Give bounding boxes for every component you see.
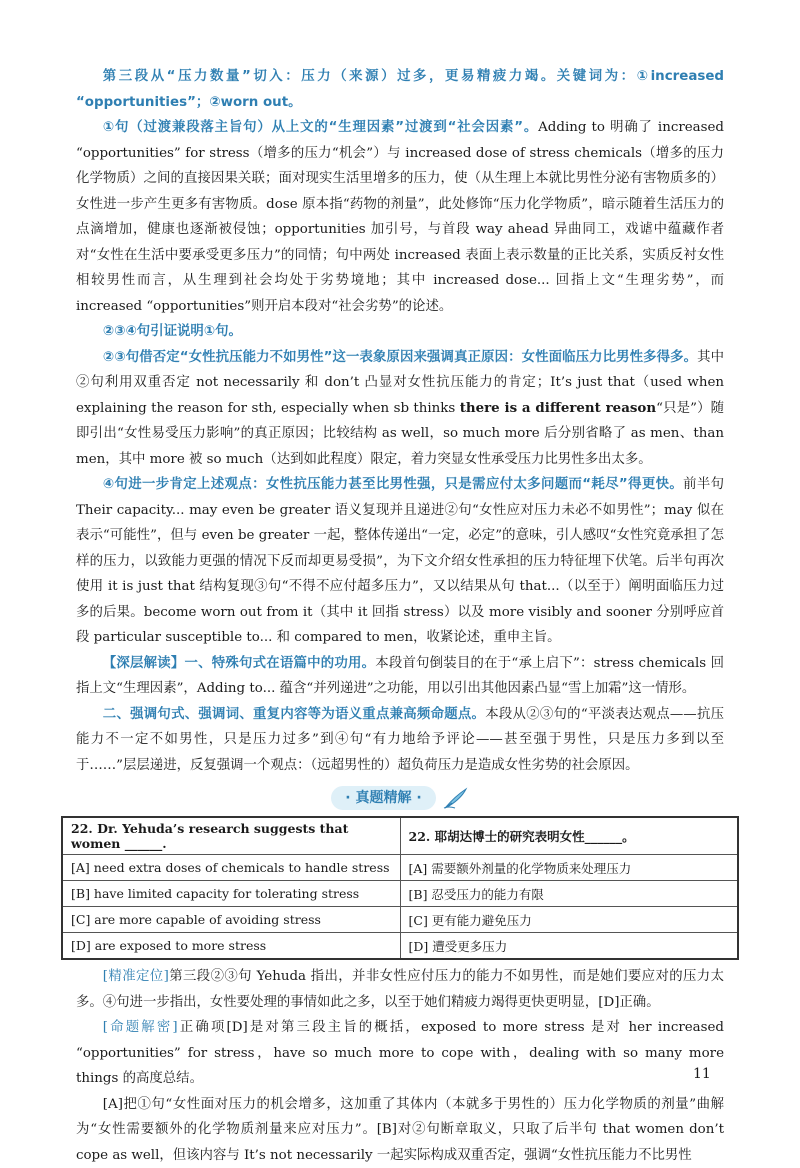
analysis-sentence-2-4: ②③④句引证说明①句。 <box>76 319 724 345</box>
table-row <box>62 881 738 907</box>
option-c-zh: [C] 更有能力避免压力 <box>400 907 738 933</box>
option-a-en: [A] need extra doses of chemicals to handle stress <box>62 855 400 881</box>
section-intro: 第三段从“压力数量”切入：压力（来源）过多，更易精疲力竭。关键词为：①increased “opportunities”；②worn out。 <box>76 64 724 115</box>
banner-label: · 真题精解 · <box>331 786 435 810</box>
quill-pen-icon <box>443 787 469 809</box>
question-table <box>61 816 739 960</box>
table-row <box>62 855 738 881</box>
question-stem-en: 22. Dr. Yehuda’s research suggests that women ______. <box>62 817 400 855</box>
analysis-sentence-2-3: ②③句借否定“女性抗压能力不如男性”这一表象原因来强调真正原因：女性面临压力比男性多得多。其中②句利用双重否定 not necessarily 和 don’t 凸显对女性抗压能力的肯定；It’s just that（used when explaining the reason for sth, especially when sb thinks there is a different reason“只是”）随即引出“女性易受压力影响”的真正原因；比较结构 as well，so much more 后分别省略了 as men、than men，其中 more 被 so much（达到如此程度）限定，着力突显女性承受压力比男性多出太多。 <box>76 345 724 473</box>
option-d-en: [D] are exposed to more stress <box>62 933 400 960</box>
analysis-sentence-4: ④句进一步肯定上述观点：女性抗压能力甚至比男性强，只是需应付太多问题而“耗尽”得更快。前半句 Their capacity... may even be greater 语义复现并且递进②句“女性应对压力未必不如男性”；may 似在表示“可能性”，但与 even be greater 一起，整体传递出“一定，必定”的意味，引人感叹“女性究竟承担了怎样的压力，以致能力更强的情况下反而却更易受损”，为下文介绍女性承担的压力特征埋下伏笔。后半句再次使用 it is just that 结构复现③句“不得不应付超多压力”，又以结果从句 that...（以至于）阐明面临压力过多的后果。become worn out from it（其中 it 回指 stress）以及 more visibly and sooner 分别呼应首段 particular susceptible to... 和 compared to men，收紧论述，重申主旨。 <box>76 472 724 651</box>
question-decode: [命题解密]正确项[D]是对第三段主旨的概括，exposed to more stress 是对 her increased “opportunities” for stress，have so much more to cope with，dealing with so many more things 的高度总结。 <box>76 1015 724 1092</box>
table-row <box>62 907 738 933</box>
option-a-zh: [A] 需要额外剂量的化学物质来处理压力 <box>400 855 738 881</box>
table-row <box>62 817 738 855</box>
analysis-sentence-1: ①句（过渡兼段落主旨句）从上文的“生理因素”过渡到“社会因素”。Adding to 明确了 increased “opportunities” for stress（增多的压力“机会”）与 increased dose of stress chemicals（增多的压力化学物质）之间的直接因果关联；面对现实生活里增多的压力，使（从生理上本就比男性分泌有害物质多的）女性进一步产生更多有害物质。dose 原本指“药物的剂量”，此处修饰“压力化学物质”，暗示随着生活压力的点滴增加，健康也逐渐被侵蚀；opportunities 加引号，与首段 way ahead 异曲同工，戏谑中蕴藏作者对“女性在生活中要承受更多压力”的同情；句中两处 increased 表面上表示数量的正比关系，实质反衬女性相较男性而言，从生理到社会均处于劣势境地；其中 increased dose... 回指上文“生理劣势”，而 increased “opportunities”则开启本段对“社会劣势”的论述。 <box>76 115 724 319</box>
page-body <box>76 64 724 1168</box>
table-row <box>62 933 738 960</box>
option-c-en: [C] are more capable of avoiding stress <box>62 907 400 933</box>
deep-reading-2: 二、强调句式、强调词、重复内容等为语义重点兼高频命题点。本段从②③句的“平淡表达观点——抗压能力不一定不如男性，只是压力过多”到④句“有力地给予评论——甚至强于男性，只是压力多到以至于……”层层递进，反复强调一个观点：（远超男性的）超负荷压力是造成女性劣势的社会原因。 <box>76 702 724 779</box>
precise-location: [精准定位]第三段②③句 Yehuda 指出，并非女性应付压力的能力不如男性，而是她们要应对的压力太多。④句进一步指出，女性要处理的事情如此之多，以至于她们精疲力竭得更快更明显，[D]正确。 <box>76 964 724 1015</box>
deep-reading-1: 【深层解读】一、特殊句式在语篇中的功用。本段首句倒装目的在于“承上启下”：stress chemicals 回指上文“生理因素”，Adding to... 蕴含“并列递进”之功能，用以引出其他因素凸显“雪上加霜”这一情形。 <box>76 651 724 702</box>
option-d-zh: [D] 遭受更多压力 <box>400 933 738 960</box>
distractor-analysis: [A]把①句“女性面对压力的机会增多，这加重了其体内（本就多于男性的）压力化学物质的剂量”曲解为“女性需要额外的化学物质剂量来应对压力”。[B]对②句断章取义，只取了后半句 that women don’t cope as well，但该内容与 It’s not necessarily 一起实际构成双重否定，强调“女性抗压能力不比男性 <box>76 1092 724 1168</box>
page-number: 11 <box>693 1066 711 1082</box>
section-banner <box>76 786 724 810</box>
option-b-zh: [B] 忍受压力的能力有限 <box>400 881 738 907</box>
question-stem-zh: 22. 耶胡达博士的研究表明女性______。 <box>400 817 738 855</box>
option-b-en: [B] have limited capacity for tolerating stress <box>62 881 400 907</box>
